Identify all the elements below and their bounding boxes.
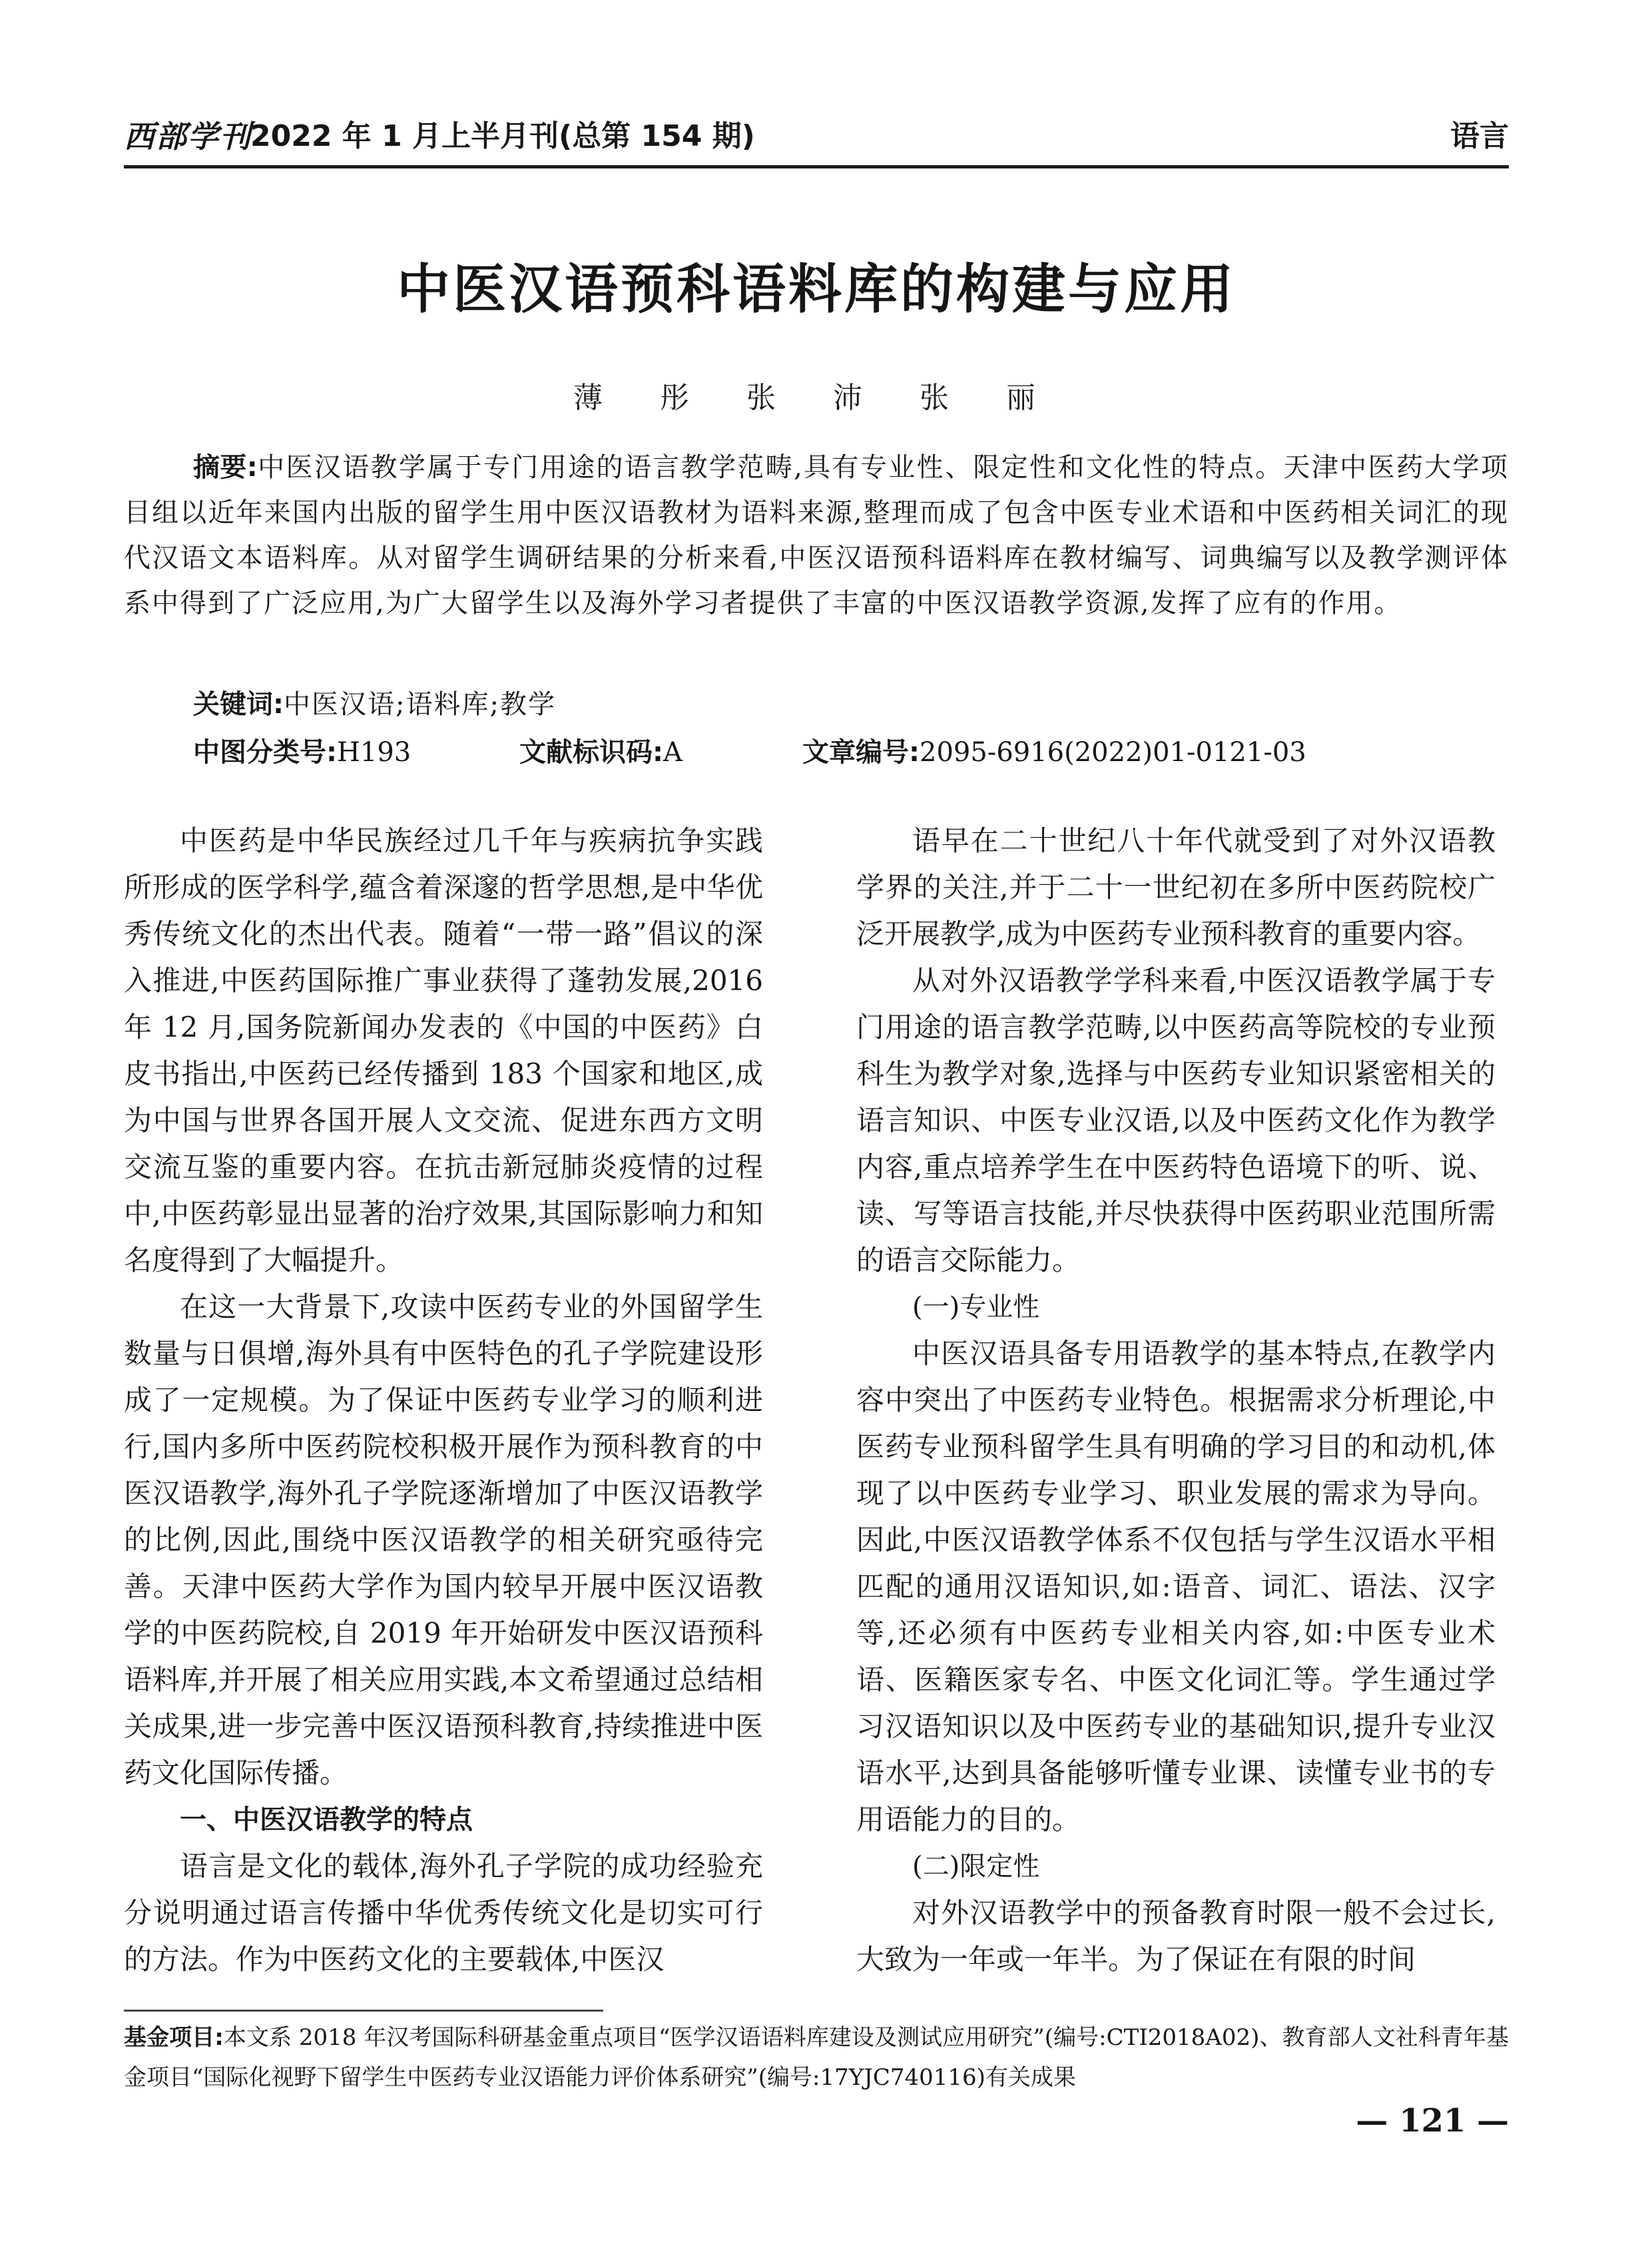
keywords [193,682,556,727]
doc-code-label: 文献标识码: [519,737,663,768]
left-column [124,818,763,1983]
footnote-text: 本文系 2018 年汉考国际科研基金重点项目“医学汉语语料库建设及测试应用研究”(编号:CTI2018A02)、教育部人文社科青年基金项目“国际化视野下留学生中医药专业汉语能力评价体系研究”(编号:17YJC740116)有关成果 [124,2024,1509,2091]
paragraph: 中医汉语具备专用语教学的基本特点,在教学内容中突出了中医药专业特色。根据需求分析理论,中医药专业预科留学生具有明确的学习目的和动机,体现了以中医药专业学习、职业发展的需求为导向。因此,中医汉语教学体系不仅包括与学生汉语水平相匹配的通用汉语知识,如:语音、词汇、语法、汉字等,还必须有中医药专业相关内容,如:中医专业术语、医籍医家专名、中医文化词汇等。学生通过学习汉语知识以及中医药专业的基础知识,提升专业汉语水平,达到具备能够听懂专业课、读懂专业书的专用语能力的目的。 [856,1337,1496,1836]
page-number: — 121 — [1356,2102,1509,2139]
keywords-label: 关键词: [193,689,284,720]
issue-info: 2022 年 1 月上半月刊(总第 154 期) [250,119,755,153]
footnote-label: 基金项目: [124,2024,224,2051]
article-title: 中医汉语预科语料库的构建与应用 [397,258,1236,320]
subsection-heading: (二)限定性 [912,1851,1040,1882]
paragraph: 语言是文化的载体,海外孔子学院的成功经验充分说明通过语言传播中华优秀传统文化是切实可行的方法。作为中医药文化的主要载体,中医汉 [124,1850,763,1976]
clc-label: 中图分类号: [193,737,337,768]
paragraph: 在这一大背景下,攻读中医药专业的外国留学生数量与日俱增,海外具有中医特色的孔子学院建设形成了一定规模。为了保证中医药专业学习的顺利进行,国内多所中医药院校积极开展作为预科教育的中医汉语教学,海外孔子学院逐渐增加了中医汉语教学的比例,因此,围绕中医汉语教学的相关研究亟待完善。天津中医药大学作为国内较早开展中医汉语教学的中医药院校,自 2019 年开始研发中医汉语预科语料库,并开展了相关应用实践,本文希望通过总结相关成果,进一步完善中医汉语预科教育,持续推进中医药文化国际传播。 [124,1290,763,1789]
paragraph: 对外汉语教学中的预备教育时限一般不会过长,大致为一年或一年半。为了保证在有限的时间 [856,1896,1496,1976]
section-name: 语言 [1450,119,1509,153]
clc-value: H193 [337,737,412,768]
header-divider [124,165,1509,168]
paragraph: 中医药是中华民族经过几千年与疾病抗争实践所形成的医学科学,蕴含着深邃的哲学思想,是中华优秀传统文化的杰出代表。随着“一带一路”倡议的深入推进,中医药国际推广事业获得了蓬勃发展,2016 年 12 月,国务院新闻办发表的《中国的中医药》白皮书指出,中医药已经传播到 183 个国家和地区,成为中国与世界各国开展人文交流、促进东西方文明交流互鉴的重要内容。在抗击新冠肺炎疫情的过程中,中医药彰显出显著的治疗效果,其国际影响力和知名度得到了大幅提升。 [124,824,763,1276]
journal-logo: 西部学刊 [124,119,252,154]
abstract [124,445,1509,626]
funding-footnote [124,2018,1509,2098]
running-header [124,113,1509,160]
article-no-value: 2095-6916(2022)01-0121-03 [920,737,1306,768]
classification-line [193,730,1512,775]
clc-number [193,730,411,775]
footnote-divider [124,2010,603,2012]
document-code [519,730,683,775]
keywords-text: 中医汉语;语料库;教学 [284,689,556,720]
paragraph: 语早在二十世纪八十年代就受到了对外汉语教学界的关注,并于二十一世纪初在多所中医药院校广泛开展教学,成为中医药专业预科教育的重要内容。 [856,824,1496,950]
doc-code-value: A [663,737,683,768]
section-heading: 一、中医汉语教学的特点 [180,1805,473,1835]
abstract-text: 中医汉语教学属于专门用途的语言教学范畴,具有专业性、限定性和文化性的特点。天津中医药大学项目组以近年来国内出版的留学生用中医汉语教材为语料来源,整理而成了包含中医专业术语和中医药相关词汇的现代汉语文本语料库。从对留学生调研结果的分析来看,中医汉语预科语料库在教材编写、词典编写以及教学测评体系中得到了广泛应用,为广大留学生以及海外学习者提供了丰富的中医汉语教学资源,发挥了应有的作用。 [124,452,1509,619]
article-number [802,730,1306,775]
subsection-heading: (一)专业性 [912,1292,1040,1322]
right-column [856,818,1496,1983]
article-no-label: 文章编号: [802,737,920,768]
author-list: 薄 彤 张 沛 张 丽 [573,381,1059,415]
abstract-label: 摘要: [193,452,258,483]
paragraph: 从对外汉语教学学科来看,中医汉语教学属于专门用途的语言教学范畴,以中医药高等院校的专业预科生为教学对象,选择与中医药专业知识紧密相关的语言知识、中医专业汉语,以及中医药文化作为教学内容,重点培养学生在中医药特色语境下的听、说、读、写等语言技能,并尽快获得中医药职业范围所需的语言交际能力。 [856,964,1496,1276]
